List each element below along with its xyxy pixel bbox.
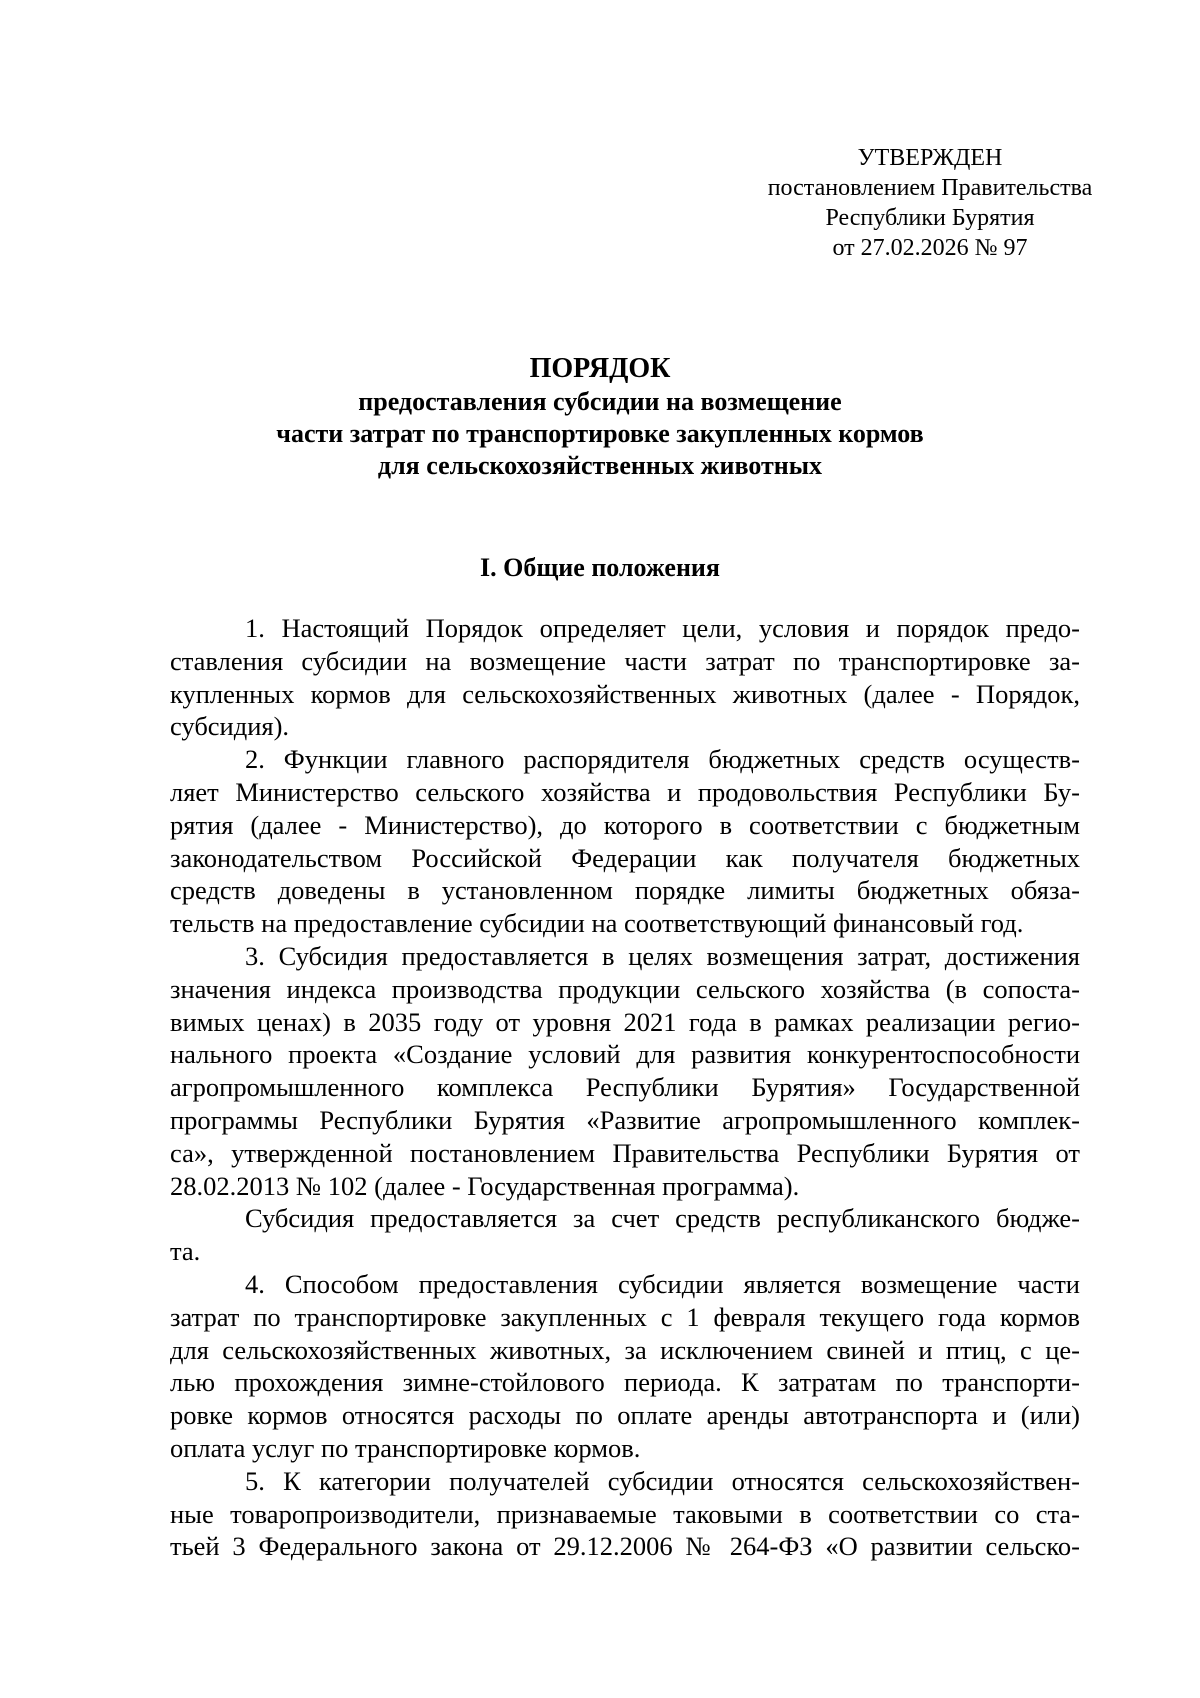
- paragraph-line: 28.02.2013 № 102 (далее - Государственная программа).: [170, 1170, 800, 1201]
- paragraph-line: субсидия).: [170, 711, 290, 742]
- paragraph-line: 1. Настоящий Порядок определяет цели, условия и порядок предо-: [245, 613, 1080, 643]
- approval-stamp: [740, 143, 1120, 263]
- approval-region: Республики Бурятия: [825, 205, 1035, 231]
- paragraph-line: вимых ценах) в 2035 году от уровня 2021 года в рамках реализации регио-: [170, 1006, 1080, 1037]
- paragraph-line: нального проекта «Создание условий для развития конкурентоспособности: [170, 1039, 1080, 1070]
- paragraph-line: оплата услуг по транспортировке кормов.: [170, 1432, 641, 1463]
- paragraph-line: купленных кормов для сельскохозяйственных животных (далее - Порядок,: [170, 678, 1080, 709]
- paragraph-line: 3. Субсидия предоставляется в целях возмещения затрат, достижения: [245, 940, 1080, 971]
- document-title: ПОРЯДОК: [529, 353, 671, 384]
- approval-date-number: от 27.02.2026 № 97: [832, 235, 1028, 261]
- body-text: [170, 612, 1080, 1563]
- paragraph-line: значения индекса производства продукции сельского хозяйства (в сопоста-: [170, 973, 1080, 1004]
- document-subtitle-line-3: для сельскохозяйственных животных: [377, 451, 823, 480]
- paragraph-line: ставления субсидии на возмещение части затрат по транспортировке за-: [170, 645, 1080, 676]
- paragraph-line: ные товаропроизводители, признаваемые таковыми в соответствии со ста-: [170, 1498, 1080, 1529]
- paragraph-line: Субсидия предоставляется за счет средств республиканского бюдже-: [245, 1203, 1080, 1234]
- paragraph-line: средств доведены в установленном порядке лимиты бюджетных обяза-: [170, 875, 1080, 906]
- paragraph-line: 2. Функции главного распорядителя бюджетных средств осуществ-: [245, 744, 1080, 775]
- document-title-block: [200, 352, 1000, 482]
- paragraph-line: са», утвержденной постановлением Правительства Республики Бурятия от: [170, 1137, 1080, 1168]
- paragraph-line: программы Республики Бурятия «Развитие агропромышленного комплек-: [170, 1104, 1080, 1135]
- document-subtitle-line-2: части затрат по транспортировке закупленных кормов: [276, 419, 924, 448]
- paragraph-line: 5. К категории получателей субсидии относятся сельскохозяйствен-: [245, 1465, 1080, 1496]
- section-heading: I. Общие положения: [480, 553, 720, 582]
- paragraph-line: тельств на предоставление субсидии на соответствующий финансовый год.: [170, 908, 1024, 939]
- paragraph-line: затрат по транспортировке закупленных с 1 февраля текущего года кормов: [170, 1301, 1080, 1332]
- paragraph-line: законодательством Российской Федерации как получателя бюджетных: [170, 842, 1080, 873]
- paragraph-line: 4. Способом предоставления субсидии является возмещение части: [245, 1268, 1080, 1299]
- paragraph-line: лью прохождения зимне-стойлового периода. К затратам по транспорти-: [170, 1367, 1080, 1398]
- paragraph-line: ляет Министерство сельского хозяйства и продовольствия Республики Бу-: [170, 776, 1080, 807]
- paragraph-line: агропромышленного комплекса Республики Бурятия» Государственной: [170, 1072, 1080, 1103]
- document-subtitle-line-1: предоставления субсидии на возмещение: [358, 387, 842, 416]
- approval-authority: постановлением Правительства: [767, 175, 1093, 201]
- paragraph-line: рятия (далее - Министерство), до которого в соответствии с бюджетным: [170, 809, 1080, 840]
- paragraph-line: тьей 3 Федерального закона от 29.12.2006 № 264-ФЗ «О развитии сельско-: [170, 1531, 1080, 1562]
- paragraph-line: та.: [170, 1236, 201, 1267]
- paragraph-line: ровке кормов относятся расходы по оплате аренды автотранспорта и (или): [170, 1400, 1080, 1431]
- paragraph-line: для сельскохозяйственных животных, за исключением свиней и птиц, с це-: [170, 1334, 1080, 1365]
- approval-status: УТВЕРЖДЕН: [857, 145, 1003, 171]
